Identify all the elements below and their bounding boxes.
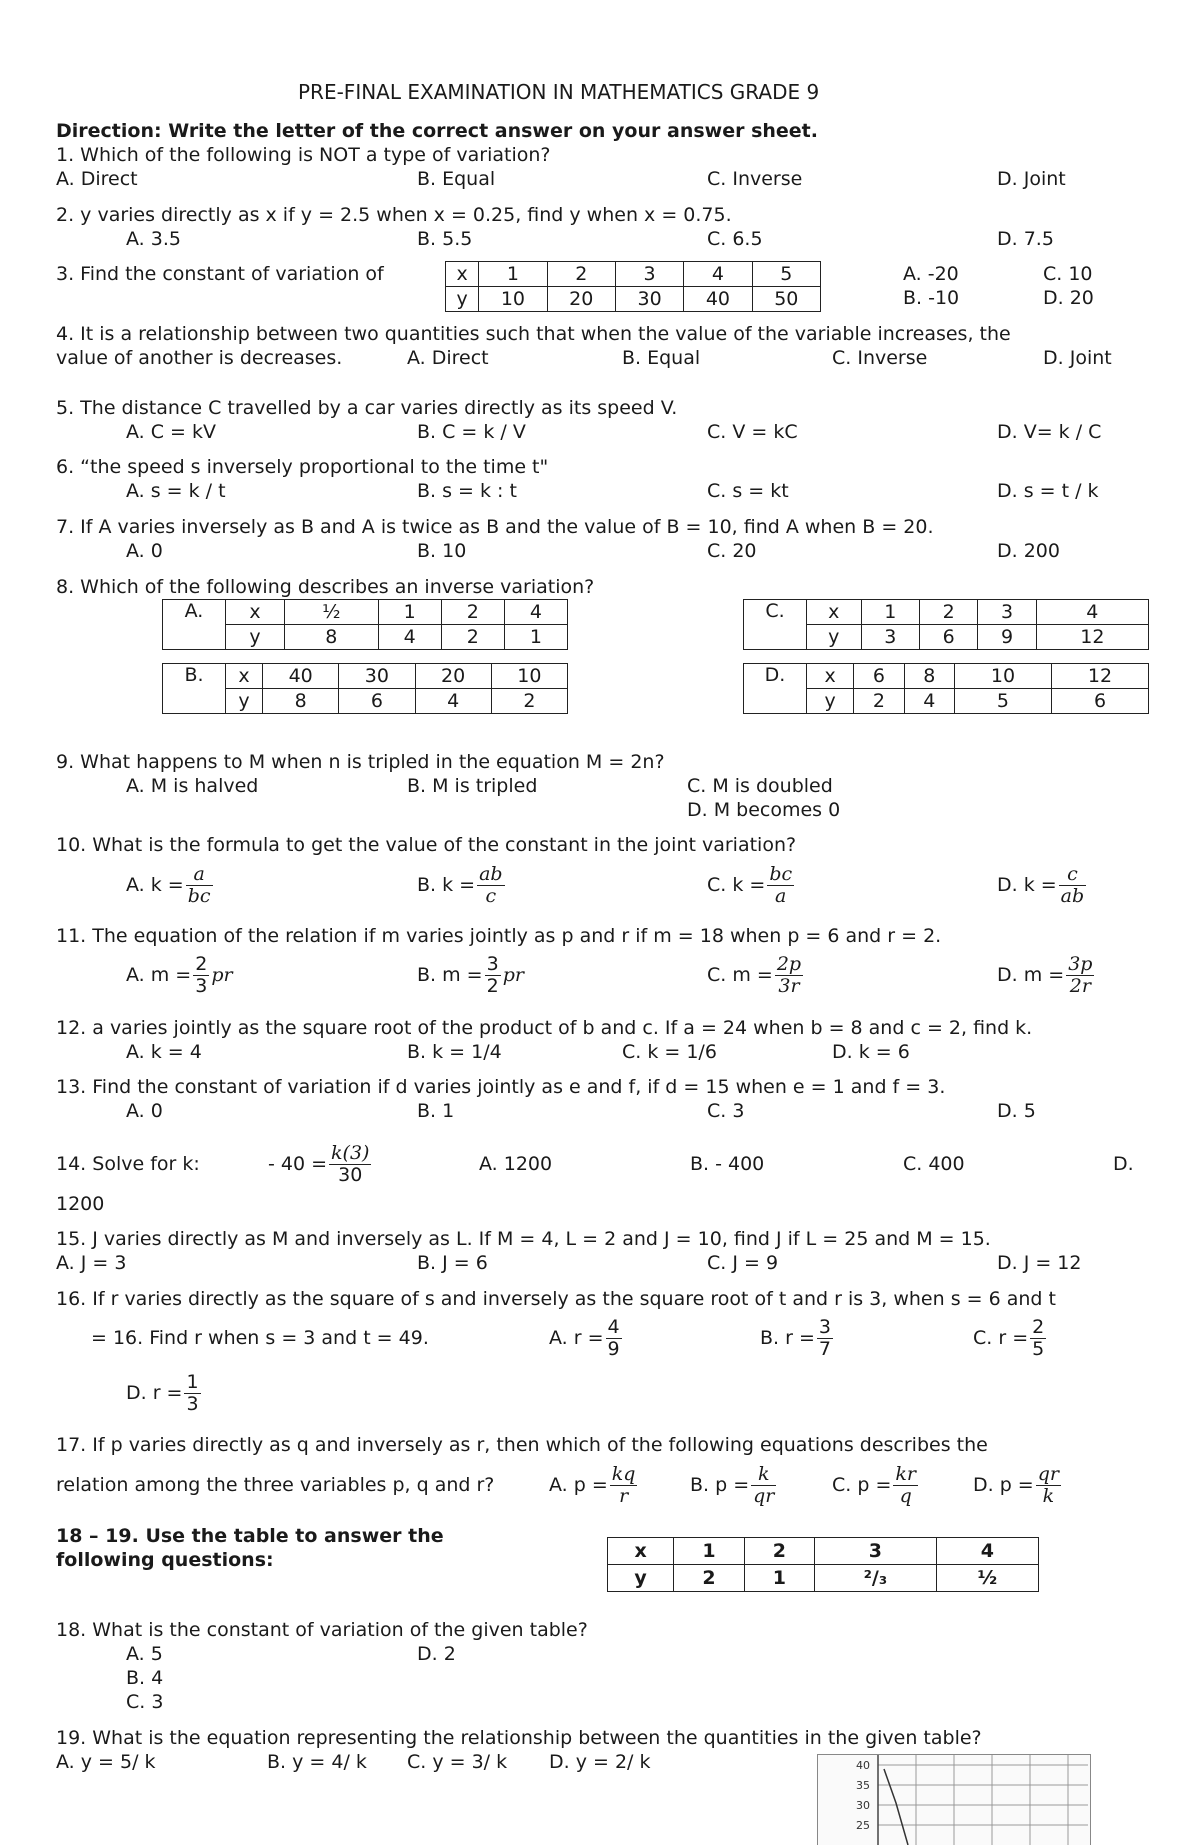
q1819-cell: 3 bbox=[815, 1538, 937, 1565]
numerator: 3 bbox=[486, 952, 499, 975]
numerator: c bbox=[1059, 864, 1087, 886]
numerator: ab bbox=[479, 862, 503, 885]
q8-cell: y bbox=[226, 625, 285, 650]
direction: Direction: Write the letter of the correct answer on your answer sheet. bbox=[56, 120, 818, 142]
q1819-cell: ²/₃ bbox=[815, 1565, 937, 1592]
q7-option-a: A. 0 bbox=[126, 540, 163, 562]
q1-option-a: A. Direct bbox=[56, 168, 138, 190]
denominator: qr bbox=[753, 1484, 775, 1507]
numerator: qr bbox=[1037, 1462, 1059, 1485]
numerator: 3 bbox=[818, 1315, 831, 1338]
q8-cell: 12 bbox=[1051, 664, 1148, 689]
q5-option-b: B. C = k / V bbox=[417, 421, 526, 443]
q8-cell: 8 bbox=[263, 689, 339, 714]
q16-stem-line2: = 16. Find r when s = 3 and t = 49. bbox=[91, 1327, 429, 1349]
q8-cell: 5 bbox=[954, 689, 1051, 714]
q8-cell: 4 bbox=[904, 689, 954, 714]
q8-cell: ½ bbox=[285, 600, 379, 625]
q8-table-c-label: C. bbox=[744, 600, 807, 650]
q10-option-c bbox=[707, 862, 796, 908]
q8-cell: 4 bbox=[415, 689, 491, 714]
q8-cell: 2 bbox=[491, 689, 567, 714]
q4-stem-line1: 4. It is a relationship between two quantities such that when the value of the variable increases, the bbox=[56, 323, 1011, 345]
q8-stem: 8. Which of the following describes an inverse variation? bbox=[56, 576, 595, 598]
q9-stem: 9. What happens to M when n is tripled in the equation M = 2n? bbox=[56, 751, 665, 773]
q15-option-c: C. J = 9 bbox=[707, 1252, 779, 1274]
q8-cell: 6 bbox=[919, 625, 977, 650]
q6-stem: 6. “the speed s inversely proportional to the time t" bbox=[56, 456, 549, 478]
denominator: 9 bbox=[607, 1337, 620, 1360]
q1-option-d: D. Joint bbox=[997, 168, 1066, 190]
q1819-cell: x bbox=[608, 1538, 674, 1565]
q13-option-a: A. 0 bbox=[126, 1100, 163, 1122]
option-prefix: D. p = bbox=[973, 1474, 1034, 1496]
q8-cell: 8 bbox=[904, 664, 954, 689]
q8-cell: 10 bbox=[954, 664, 1051, 689]
q3-cell: x bbox=[446, 262, 479, 287]
q8-cell: x bbox=[226, 600, 285, 625]
q14-stem: 14. Solve for k: bbox=[56, 1153, 200, 1175]
q15-option-a: A. J = 3 bbox=[56, 1252, 127, 1274]
q3-option-b: B. -10 bbox=[903, 287, 960, 309]
denominator: 30 bbox=[338, 1163, 363, 1186]
numerator: kr bbox=[895, 1462, 916, 1485]
q7-option-b: B. 10 bbox=[417, 540, 467, 562]
q18-19-table bbox=[607, 1537, 1039, 1592]
q7-option-d: D. 200 bbox=[997, 540, 1060, 562]
q10-stem: 10. What is the formula to get the value of the constant in the joint variation? bbox=[56, 834, 797, 856]
equation-prefix: - 40 = bbox=[268, 1153, 328, 1175]
q3-cell: 50 bbox=[752, 287, 820, 312]
numerator: k bbox=[751, 1464, 776, 1486]
q3-option-c: C. 10 bbox=[1043, 263, 1093, 285]
q8-cell: 3 bbox=[861, 625, 919, 650]
q14-option-d: D. bbox=[1113, 1153, 1134, 1175]
q8-cell: 2 bbox=[441, 600, 504, 625]
q3-cell: 10 bbox=[479, 287, 547, 312]
option-prefix: B. m = bbox=[417, 964, 483, 986]
q8-cell: 2 bbox=[854, 689, 904, 714]
q4-stem-line2: value of another is decreases. bbox=[56, 347, 343, 369]
q13-option-b: B. 1 bbox=[417, 1100, 455, 1122]
q11-stem: 11. The equation of the relation if m varies jointly as p and r if m = 18 when p = 6 and r = 2. bbox=[56, 925, 942, 947]
denominator: 2r bbox=[1069, 974, 1091, 997]
q3-cell: 3 bbox=[615, 262, 683, 287]
q8-cell: 6 bbox=[854, 664, 904, 689]
q5-option-a: A. C = kV bbox=[126, 421, 217, 443]
option-prefix: A. p = bbox=[549, 1474, 608, 1496]
option-prefix: C. p = bbox=[832, 1474, 892, 1496]
q3-cell: 20 bbox=[547, 287, 615, 312]
q19-option-d: D. y = 2/ k bbox=[549, 1751, 651, 1773]
graph-svg bbox=[818, 1755, 1090, 1845]
denominator: 5 bbox=[1032, 1337, 1045, 1360]
q16-option-b bbox=[760, 1314, 835, 1362]
graph-tick-label: 25 bbox=[856, 1819, 870, 1832]
q8-cell: 40 bbox=[263, 664, 339, 689]
option-prefix: B. p = bbox=[690, 1474, 750, 1496]
denominator: q bbox=[899, 1484, 912, 1507]
q19-stem: 19. What is the equation representing the relationship between the quantities in the given table? bbox=[56, 1727, 982, 1749]
q8-cell: 9 bbox=[978, 625, 1036, 650]
numerator: a bbox=[186, 864, 213, 886]
q17-option-d bbox=[973, 1461, 1063, 1509]
q4-option-a: A. Direct bbox=[407, 347, 489, 369]
q13-option-d: D. 5 bbox=[997, 1100, 1036, 1122]
q13-option-c: C. 3 bbox=[707, 1100, 745, 1122]
q17-option-b bbox=[690, 1461, 778, 1509]
q14-option-b: B. - 400 bbox=[690, 1153, 765, 1175]
q18-option-b: B. 4 bbox=[126, 1667, 164, 1689]
denominator: a bbox=[775, 884, 787, 907]
option-suffix: pr bbox=[502, 964, 524, 986]
q14-option-c: C. 400 bbox=[903, 1153, 965, 1175]
q1-option-b: B. Equal bbox=[417, 168, 496, 190]
denominator: 7 bbox=[818, 1337, 831, 1360]
q6-option-d: D. s = t / k bbox=[997, 480, 1099, 502]
q8-cell: 4 bbox=[504, 600, 567, 625]
numerator: 2p bbox=[776, 952, 802, 975]
numerator: 2 bbox=[1032, 1315, 1045, 1338]
q8-cell: y bbox=[807, 689, 854, 714]
q1819-cell: 2 bbox=[744, 1538, 814, 1565]
denominator: 3r bbox=[778, 974, 800, 997]
q8-table-a bbox=[162, 599, 568, 650]
q8-table-d bbox=[743, 663, 1149, 714]
graph-tick-label: 35 bbox=[856, 1779, 870, 1792]
q8-cell: 2 bbox=[441, 625, 504, 650]
q8-cell: 6 bbox=[1051, 689, 1148, 714]
q13-stem: 13. Find the constant of variation if d varies jointly as e and f, if d = 15 when e = 1 and f = 3. bbox=[56, 1076, 946, 1098]
option-prefix: D. m = bbox=[997, 964, 1065, 986]
q1819-cell: 4 bbox=[936, 1538, 1038, 1565]
q2-option-c: C. 6.5 bbox=[707, 228, 763, 250]
denominator: 3 bbox=[186, 1392, 199, 1415]
denominator: c bbox=[485, 884, 497, 907]
q1819-cell: y bbox=[608, 1565, 674, 1592]
numerator: kq bbox=[611, 1462, 636, 1485]
q8-cell: 1 bbox=[504, 625, 567, 650]
q5-stem: 5. The distance C travelled by a car varies directly as its speed V. bbox=[56, 397, 678, 419]
q12-option-c: C. k = 1/6 bbox=[622, 1041, 717, 1063]
page-title: PRE-FINAL EXAMINATION IN MATHEMATICS GRADE 9 bbox=[298, 80, 820, 104]
option-prefix: A. r = bbox=[549, 1327, 604, 1349]
q19-option-c: C. y = 3/ k bbox=[407, 1751, 508, 1773]
q1819-cell: 2 bbox=[674, 1565, 744, 1592]
q4-option-d: D. Joint bbox=[1043, 347, 1112, 369]
denominator: bc bbox=[187, 884, 211, 907]
q8-cell: 4 bbox=[378, 625, 441, 650]
graph-tick-label: 40 bbox=[856, 1759, 870, 1772]
q6-option-c: C. s = kt bbox=[707, 480, 789, 502]
option-prefix: D. r = bbox=[126, 1382, 183, 1404]
numerator: k(3) bbox=[331, 1141, 370, 1164]
q9-option-a: A. M is halved bbox=[126, 775, 259, 797]
q15-stem: 15. J varies directly as M and inversely as L. If M = 4, L = 2 and J = 10, find J if L = 25 and M = 15. bbox=[56, 1228, 991, 1250]
q16-option-d bbox=[126, 1369, 203, 1417]
q9-option-c: C. M is doubled bbox=[687, 775, 833, 797]
q8-cell: 12 bbox=[1036, 625, 1148, 650]
q8-cell: 4 bbox=[1036, 600, 1148, 625]
q8-cell: 3 bbox=[978, 600, 1036, 625]
q3-cell: 4 bbox=[684, 262, 752, 287]
q8-cell: 10 bbox=[491, 664, 567, 689]
q17-option-a bbox=[549, 1461, 639, 1509]
q8-cell: 20 bbox=[415, 664, 491, 689]
denominator: r bbox=[619, 1484, 629, 1507]
denominator: ab bbox=[1060, 884, 1085, 907]
option-prefix: A. m = bbox=[126, 964, 192, 986]
q16-option-a bbox=[549, 1314, 624, 1362]
q17-option-c bbox=[832, 1461, 920, 1509]
q8-table-b bbox=[162, 663, 568, 714]
q18-19-heading-line1: 18 – 19. Use the table to answer the bbox=[56, 1525, 444, 1547]
numerator: 2 bbox=[195, 952, 208, 975]
q18-option-c: C. 3 bbox=[126, 1691, 164, 1713]
q6-option-a: A. s = k / t bbox=[126, 480, 226, 502]
q18-stem: 18. What is the constant of variation of the given table? bbox=[56, 1619, 588, 1641]
q8-cell: 8 bbox=[285, 625, 379, 650]
q1819-cell: 1 bbox=[744, 1565, 814, 1592]
q8-cell: 6 bbox=[339, 689, 415, 714]
numerator: 1 bbox=[186, 1370, 199, 1393]
q3-cell: 30 bbox=[615, 287, 683, 312]
q19-option-a: A. y = 5/ k bbox=[56, 1751, 156, 1773]
q3-cell: 5 bbox=[752, 262, 820, 287]
q3-option-a: A. -20 bbox=[903, 263, 959, 285]
q14-equation bbox=[268, 1139, 373, 1189]
q11-option-a bbox=[126, 952, 233, 998]
q14-option-d-cont: 1200 bbox=[56, 1193, 105, 1215]
q18-option-a: A. 5 bbox=[126, 1643, 163, 1665]
q8-cell: 1 bbox=[861, 600, 919, 625]
q10-option-a bbox=[126, 862, 215, 908]
q8-table-c bbox=[743, 599, 1149, 650]
numerator: 4 bbox=[607, 1315, 620, 1338]
q8-cell: 30 bbox=[339, 664, 415, 689]
q3-cell: 2 bbox=[547, 262, 615, 287]
q12-option-b: B. k = 1/4 bbox=[407, 1041, 502, 1063]
q17-stem-line2: relation among the three variables p, q and r? bbox=[56, 1474, 495, 1496]
q2-option-b: B. 5.5 bbox=[417, 228, 473, 250]
q12-option-a: A. k = 4 bbox=[126, 1041, 202, 1063]
q8-cell: x bbox=[226, 664, 263, 689]
q8-table-b-label: B. bbox=[163, 664, 226, 714]
q3-cell: y bbox=[446, 287, 479, 312]
q3-table bbox=[445, 261, 821, 312]
q17-stem-line1: 17. If p varies directly as q and inversely as r, then which of the following equations describes the bbox=[56, 1434, 988, 1456]
q8-cell: 2 bbox=[919, 600, 977, 625]
q9-option-d: D. M becomes 0 bbox=[687, 799, 841, 821]
q15-option-b: B. J = 6 bbox=[417, 1252, 488, 1274]
q4-option-c: C. Inverse bbox=[832, 347, 928, 369]
option-prefix: C. k = bbox=[707, 874, 766, 896]
q12-option-d: D. k = 6 bbox=[832, 1041, 910, 1063]
graph-image bbox=[817, 1754, 1091, 1845]
q14-option-a: A. 1200 bbox=[479, 1153, 553, 1175]
graph-tick-label: 30 bbox=[856, 1799, 870, 1812]
denominator: 2 bbox=[486, 974, 499, 997]
q15-option-d: D. J = 12 bbox=[997, 1252, 1082, 1274]
denominator: k bbox=[1042, 1484, 1055, 1507]
q2-option-d: D. 7.5 bbox=[997, 228, 1054, 250]
q6-option-b: B. s = k : t bbox=[417, 480, 517, 502]
q18-option-d: D. 2 bbox=[417, 1643, 456, 1665]
q7-stem: 7. If A varies inversely as B and A is twice as B and the value of B = 10, find A when B = 20. bbox=[56, 516, 934, 538]
q2-option-a: A. 3.5 bbox=[126, 228, 181, 250]
q16-stem-line1: 16. If r varies directly as the square of s and inversely as the square root of t and r is 3, when s = 6 and t bbox=[56, 1288, 1056, 1310]
q1819-cell: ½ bbox=[936, 1565, 1038, 1592]
q11-option-c bbox=[707, 952, 805, 998]
q3-cell: 1 bbox=[479, 262, 547, 287]
option-prefix: B. k = bbox=[417, 874, 476, 896]
numerator: 3p bbox=[1068, 952, 1093, 975]
q11-option-b bbox=[417, 952, 524, 998]
q5-option-c: C. V = kC bbox=[707, 421, 798, 443]
q1819-cell: 1 bbox=[674, 1538, 744, 1565]
q8-cell: y bbox=[226, 689, 263, 714]
q2-stem: 2. y varies directly as x if y = 2.5 when x = 0.25, find y when x = 0.75. bbox=[56, 204, 732, 226]
q3-option-d: D. 20 bbox=[1043, 287, 1094, 309]
q3-cell: 40 bbox=[684, 287, 752, 312]
q8-cell: y bbox=[807, 625, 862, 650]
q1-stem: 1. Which of the following is NOT a type of variation? bbox=[56, 144, 551, 166]
q11-option-d bbox=[997, 952, 1096, 998]
q1-option-c: C. Inverse bbox=[707, 168, 803, 190]
q9-option-b: B. M is tripled bbox=[407, 775, 538, 797]
q8-cell: 1 bbox=[378, 600, 441, 625]
denominator: 3 bbox=[195, 974, 208, 997]
q5-option-d: D. V= k / C bbox=[997, 421, 1102, 443]
q3-stem: 3. Find the constant of variation of bbox=[56, 263, 384, 285]
option-suffix: pr bbox=[211, 964, 233, 986]
option-prefix: C. r = bbox=[973, 1327, 1029, 1349]
q12-stem: 12. a varies jointly as the square root of the product of b and c. If a = 24 when b = 8 and c = 2, find k. bbox=[56, 1017, 1033, 1039]
q10-option-b bbox=[417, 862, 507, 908]
option-prefix: D. k = bbox=[997, 874, 1057, 896]
option-prefix: A. k = bbox=[126, 874, 184, 896]
q4-option-b: B. Equal bbox=[622, 347, 701, 369]
q10-option-d bbox=[997, 862, 1088, 908]
q8-cell: x bbox=[807, 664, 854, 689]
q7-option-c: C. 20 bbox=[707, 540, 757, 562]
q8-cell: x bbox=[807, 600, 862, 625]
numerator: bc bbox=[769, 862, 793, 885]
q18-19-heading-line2: following questions: bbox=[56, 1549, 274, 1571]
q19-option-b: B. y = 4/ k bbox=[267, 1751, 367, 1773]
option-prefix: B. r = bbox=[760, 1327, 815, 1349]
q16-option-c bbox=[973, 1314, 1048, 1362]
q8-table-a-label: A. bbox=[163, 600, 226, 650]
option-prefix: C. m = bbox=[707, 964, 773, 986]
q8-table-d-label: D. bbox=[744, 664, 807, 714]
